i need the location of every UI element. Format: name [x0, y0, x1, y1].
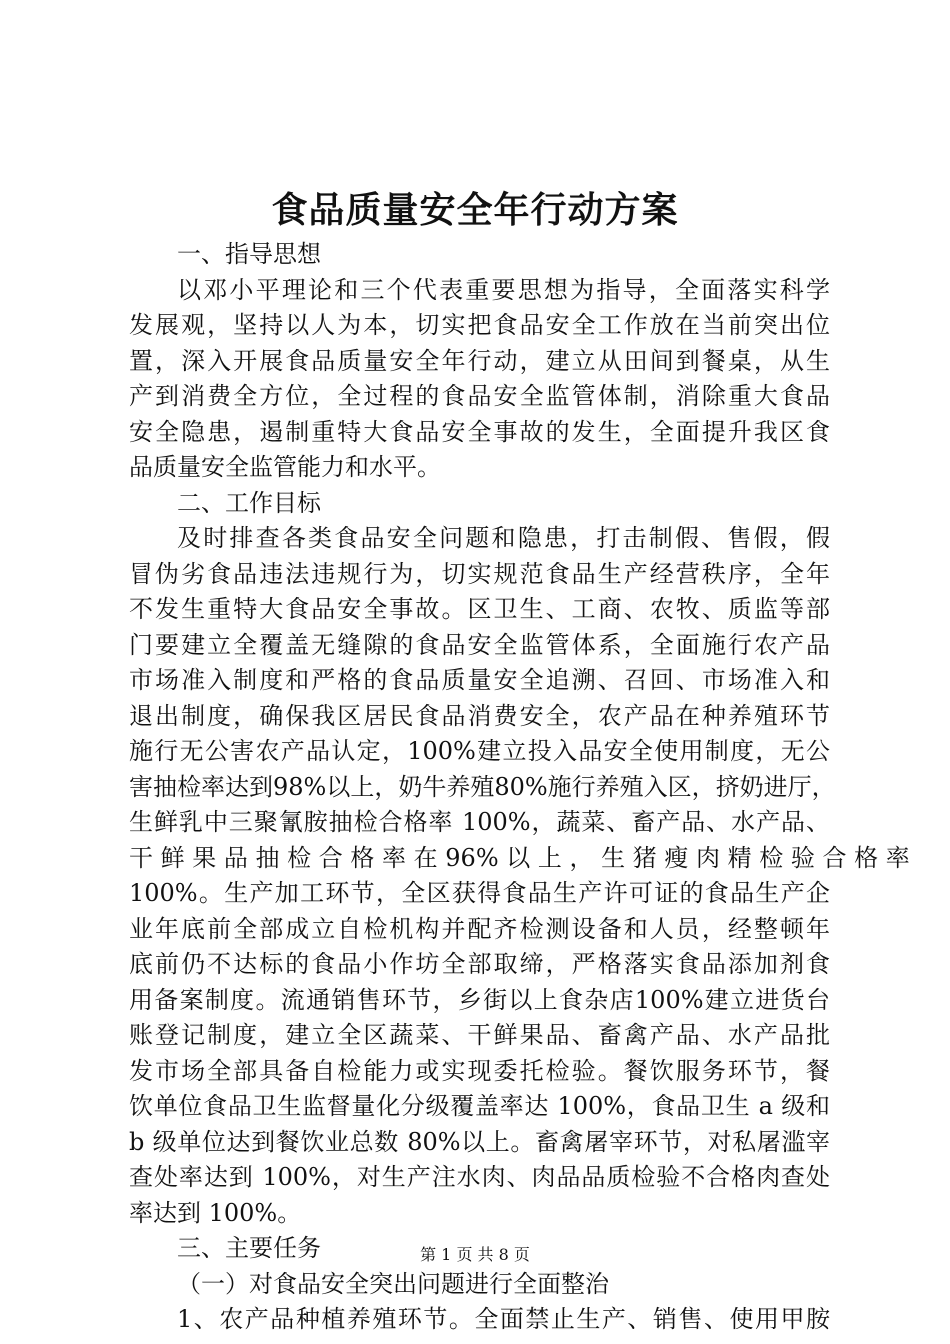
text-line: 用备案制度。流通销售环节，乡街以上食杂店100%建立进货台	[129, 985, 830, 1014]
text-line: 1、农产品种植养殖环节。全面禁止生产、销售、使用甲胺	[177, 1305, 830, 1333]
text-line: 退出制度，确保我区居民食品消费安全，农产品在种养殖环节	[129, 701, 830, 730]
text-line: 害抽检率达到98%以上，奶牛养殖80%施行养殖入区，挤奶进厅，	[129, 772, 836, 801]
text-line: 饮单位食品卫生监督量化分级覆盖率达 100%，食品卫生 a 级和	[129, 1092, 830, 1120]
text-line: 账登记制度，建立全区蔬菜、干鲜果品、畜禽产品、水产品批	[129, 1021, 830, 1049]
text-line: b 级单位达到餐饮业总数 80%以上。畜禽屠宰环节，对私屠滥宰	[129, 1127, 830, 1156]
document-body	[129, 237, 910, 1338]
text-line: （一）对食品安全突出问题进行全面整治	[177, 1269, 609, 1298]
text-line: 发展观，坚持以人为本，切实把食品安全工作放在当前突出位	[129, 311, 830, 339]
text-line: 干 鲜 果 品 抽 检 合 格 率 在 96% 以 上 ， 生 猪 瘦 肉 精 检 验 合 格 率	[129, 843, 910, 872]
text-line: 施行无公害农产品认定，100%建立投入品安全使用制度，无公	[129, 737, 830, 765]
text-line: 门要建立全覆盖无缝隙的食品安全监管体系，全面施行农产品	[129, 630, 830, 659]
text-line: 不发生重特大食品安全事故。区卫生、工商、农牧、质监等部	[129, 595, 830, 623]
text-line: 产到消费全方位，全过程的食品安全监管体制，消除重大食品	[129, 382, 830, 410]
text-line: 安全隐患，遏制重特大食品安全事故的发生，全面提升我区食	[129, 417, 830, 446]
document-title: 食品质量安全年行动方案	[271, 189, 679, 231]
text-line: 以邓小平理论和三个代表重要思想为指导，全面落实科学	[177, 275, 830, 304]
text-line: 置，深入开展食品质量安全年行动，建立从田间到餐桌，从生	[129, 346, 830, 375]
text-line: 二、工作目标	[177, 488, 321, 517]
text-line: 率达到 100%。	[129, 1198, 302, 1227]
text-line: 生鲜乳中三聚氰胺抽检合格率 100%，蔬菜、畜产品、水产品、	[129, 808, 830, 836]
text-line: 一、指导思想	[177, 240, 321, 268]
page-footer: 第 1 页 共 8 页	[420, 1245, 530, 1264]
text-line: 三、主要任务	[177, 1234, 321, 1262]
text-line: 业年底前全部成立自检机构并配齐检测设备和人员，经整顿年	[129, 914, 830, 943]
text-line: 发市场全部具备自检能力或实现委托检验。餐饮服务环节，餐	[129, 1056, 830, 1085]
text-line: 底前仍不达标的食品小作坊全部取缔，严格落实食品添加剂食	[129, 950, 830, 978]
text-line: 及时排查各类食品安全问题和隐患，打击制假、售假，假	[177, 524, 830, 552]
text-line: 查处率达到 100%，对生产注水肉、肉品品质检验不合格肉查处	[129, 1163, 830, 1191]
text-line: 品质量安全监管能力和水平。	[129, 453, 441, 481]
text-line: 100%。生产加工环节，全区获得食品生产许可证的食品生产企	[129, 879, 830, 907]
text-line: 冒伪劣食品违法违规行为，切实规范食品生产经营秩序，全年	[129, 559, 830, 588]
text-line: 市场准入制度和严格的食品质量安全追溯、召回、市场准入和	[129, 666, 830, 694]
